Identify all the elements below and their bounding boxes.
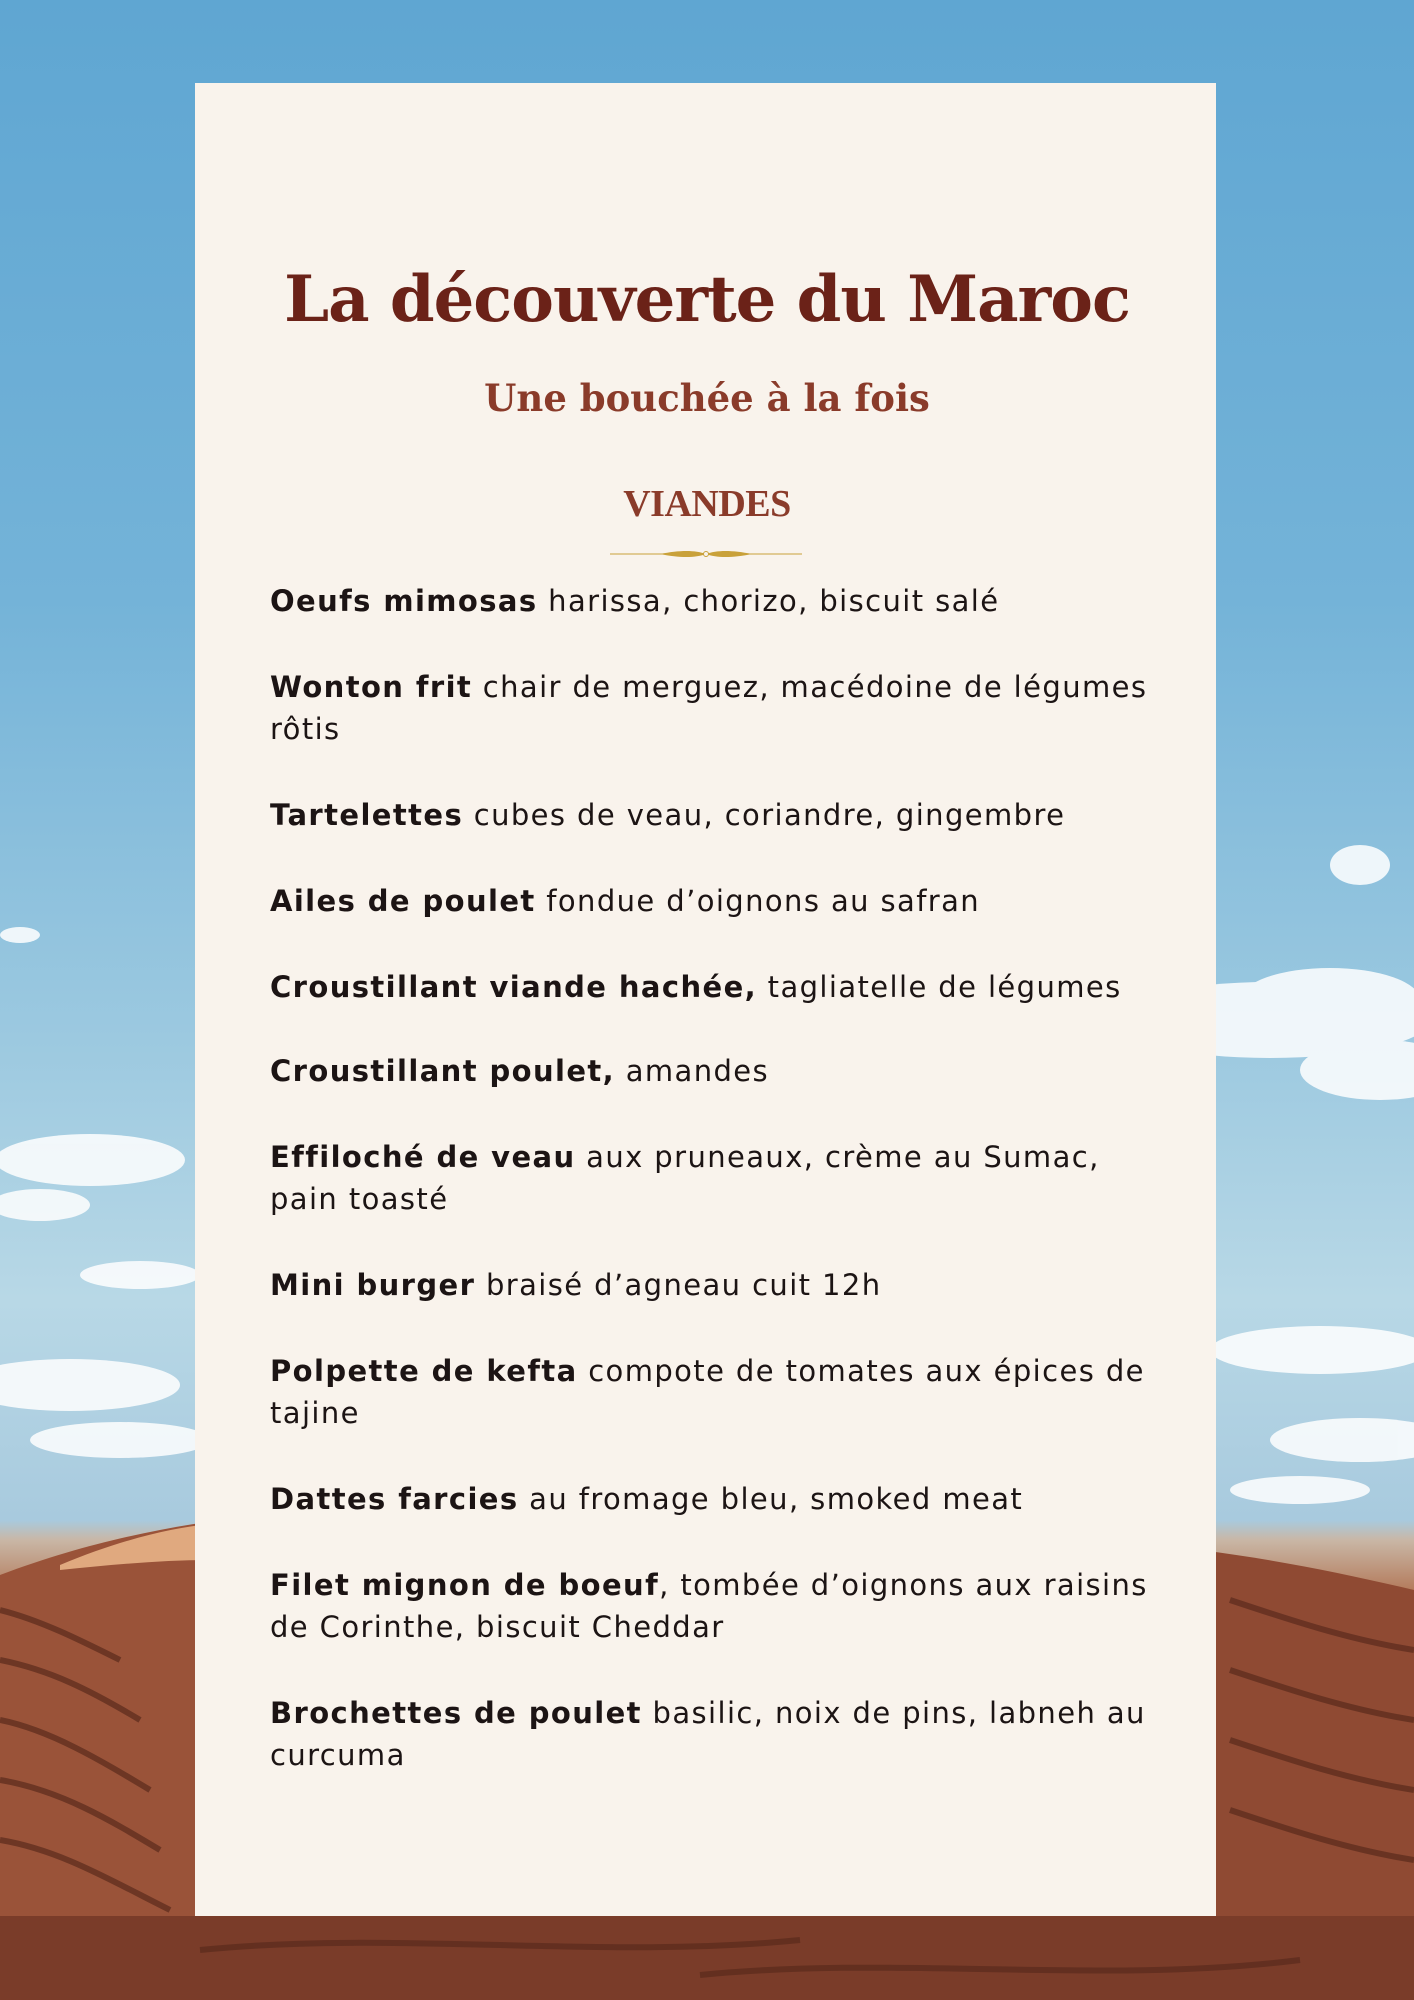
section-heading-viandes: VIANDES — [623, 483, 791, 525]
dish-description: cubes de veau, coriandre, gingembre — [463, 798, 1066, 832]
dish-item — [270, 580, 1150, 622]
dish-item — [270, 1136, 1150, 1220]
dish-description: tagliatelle de légumes — [757, 970, 1122, 1004]
dish-item — [270, 1264, 1150, 1306]
dish-name: Polpette de kefta — [270, 1354, 578, 1388]
dish-item — [270, 1050, 1150, 1092]
dish-item — [270, 966, 1150, 1008]
dish-name: Filet mignon de boeuf — [270, 1568, 660, 1602]
dish-description: harissa, chorizo, biscuit salé — [537, 584, 1000, 618]
dish-description: braisé d’agneau cuit 12h — [475, 1268, 882, 1302]
dish-item — [270, 880, 1150, 922]
dish-name: Mini burger — [270, 1268, 476, 1302]
dish-item — [270, 1692, 1150, 1776]
menu-subtitle: Une bouchée à la fois — [484, 376, 930, 420]
dish-name: Tartelettes — [270, 798, 464, 832]
dish-name: Croustillant viande hachée, — [270, 970, 758, 1004]
dish-description: aux pruneaux, crème au Sumac, pain toasté — [270, 1140, 1100, 1216]
dish-name: Ailes de poulet — [270, 884, 536, 918]
dish-name: Oeufs mimosas — [270, 584, 538, 618]
dish-item — [270, 1478, 1150, 1520]
dish-name: Wonton frit — [270, 670, 473, 704]
dish-item — [270, 1564, 1150, 1648]
dish-description: , tombée d’oignons aux raisins de Corinthe, biscuit Cheddar — [270, 1568, 1148, 1644]
dish-description: basilic, noix de pins, labneh au curcuma — [270, 1696, 1146, 1772]
dish-item — [270, 794, 1150, 836]
dish-description: compote de tomates aux épices de tajine — [270, 1354, 1145, 1430]
dish-description: au fromage bleu, smoked meat — [518, 1482, 1024, 1516]
dish-item — [270, 1350, 1150, 1434]
dish-description: fondue d’oignons au safran — [535, 884, 981, 918]
dish-name: Dattes farcies — [270, 1482, 519, 1516]
dish-description: chair de merguez, macédoine de légumes rôtis — [270, 670, 1148, 746]
menu-title: La découverte du Maroc — [284, 262, 1130, 337]
dish-name: Effiloché de veau — [270, 1140, 576, 1174]
ornament-divider-icon — [610, 548, 802, 560]
dish-name: Brochettes de poulet — [270, 1696, 642, 1730]
dish-name: Croustillant poulet, — [270, 1054, 616, 1088]
dish-description: amandes — [615, 1054, 770, 1088]
dish-item — [270, 666, 1150, 750]
